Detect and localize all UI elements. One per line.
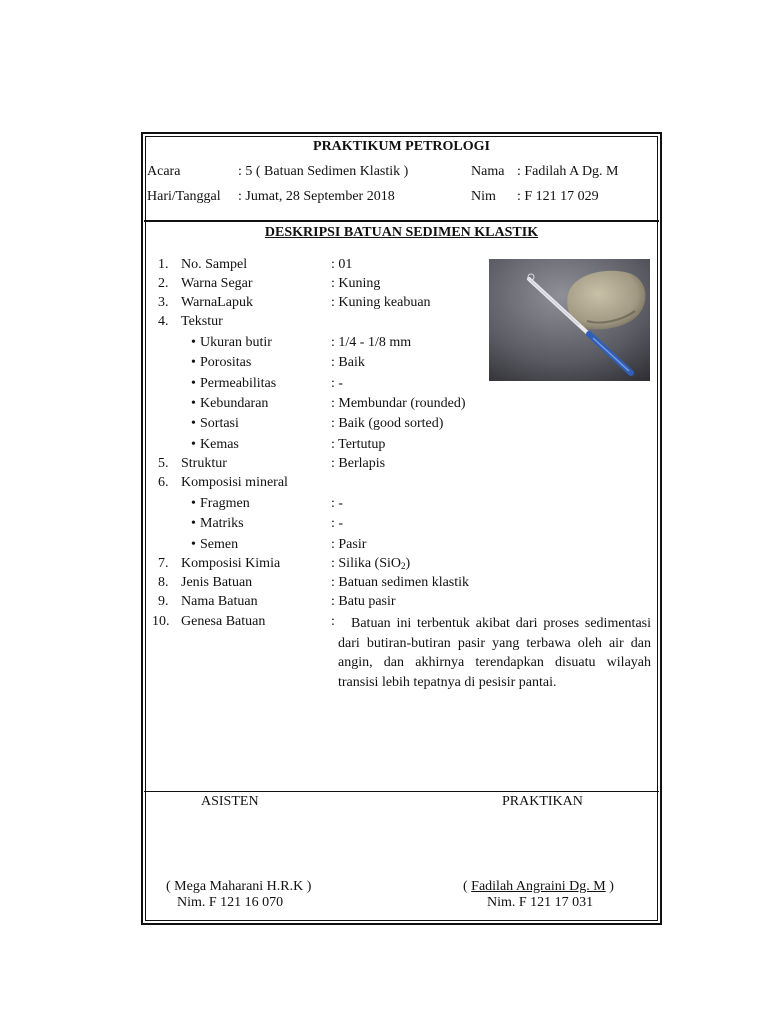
rock-sample-photo — [489, 259, 650, 381]
item-value — [331, 614, 335, 630]
item-value-text: : Berlapis — [331, 456, 386, 471]
bullet-icon: • — [191, 335, 196, 350]
item-number: 2. — [158, 276, 169, 291]
item-label: Jenis Batuan — [181, 575, 253, 590]
item-label: Sortasi — [200, 416, 239, 431]
item-number: 6. — [158, 475, 169, 490]
hari-label: Hari/Tanggal — [147, 189, 221, 204]
genesa-text: Batuan ini terbentuk akibat dari proses sedimentasi dari butiran-butiran pasir yang terbawa oleh air dan angin, dan akhirnya terendapkan disuatu wilayah transisi lebih tepatnya di pesisir pantai. — [338, 616, 651, 690]
item-value — [331, 437, 385, 453]
item-number: 10. — [152, 614, 170, 629]
item-value-text: : Baik (good sorted) — [331, 416, 444, 431]
item-number: 3. — [158, 295, 169, 310]
item-value-text: : Silika (SiO — [331, 556, 402, 571]
item-value-text: : - — [331, 496, 344, 511]
praktikan-nim: Nim. F 121 17 031 — [487, 895, 594, 910]
item-value — [331, 396, 466, 412]
item-label: Kemas — [200, 437, 239, 452]
acara-value: : 5 ( Batuan Sedimen Klastik ) — [238, 164, 409, 179]
item-label: Kebundaran — [200, 396, 269, 411]
bullet-icon: • — [191, 437, 196, 452]
item-label: Tekstur — [181, 314, 223, 329]
bullet-icon: • — [191, 376, 196, 391]
item-label: Matriks — [200, 516, 244, 531]
item-value — [331, 556, 410, 572]
acara-label: Acara — [147, 164, 181, 179]
bullet-icon: • — [191, 416, 196, 431]
item-value-text: : - — [331, 376, 344, 391]
item-value-text: : 1/4 - 1/8 mm — [331, 335, 412, 350]
item-label: Fragmen — [200, 496, 250, 511]
item-value — [331, 456, 385, 472]
form-title: PRAKTIKUM PETROLOGI — [313, 139, 490, 154]
item-label: Nama Batuan — [181, 594, 258, 609]
item-value-text: : Batu pasir — [331, 594, 396, 609]
item-label: Permeabilitas — [200, 376, 277, 391]
item-value-text: : - — [331, 516, 344, 531]
item-label: Komposisi mineral — [181, 475, 288, 490]
asisten-name: ( Mega Maharani H.R.K ) — [166, 879, 312, 894]
item-label: Ukuran butir — [200, 335, 272, 350]
item-label: Komposisi Kimia — [181, 556, 281, 571]
item-value — [331, 276, 380, 292]
bullet-icon: • — [191, 396, 196, 411]
praktikan-paren-open: ( — [463, 879, 472, 894]
item-value — [331, 575, 469, 591]
item-number: 5. — [158, 456, 169, 471]
item-label: WarnaLapuk — [181, 295, 253, 310]
item-value-text: : Membundar (rounded) — [331, 396, 466, 411]
praktikan-label: PRAKTIKAN — [502, 794, 583, 809]
praktikan-name-line — [463, 879, 614, 895]
item-label: Semen — [200, 537, 239, 552]
nim-label: Nim — [471, 189, 496, 204]
section-title: DESKRIPSI BATUAN SEDIMEN KLASTIK — [264, 225, 539, 240]
bullet-icon: • — [191, 537, 196, 552]
praktikan-paren-close: ) — [605, 879, 614, 894]
item-number: 9. — [158, 594, 169, 609]
item-value — [331, 594, 396, 610]
item-value — [331, 416, 443, 432]
signature-divider — [144, 791, 659, 792]
item-number: 4. — [158, 314, 169, 329]
bullet-icon: • — [191, 355, 196, 370]
item-value — [331, 257, 352, 273]
item-value — [331, 376, 343, 392]
hari-value: : Jumat, 28 September 2018 — [238, 189, 395, 204]
item-value — [331, 516, 343, 532]
nim-value: : F 121 17 029 — [517, 189, 599, 204]
item-value-text: : Kuning — [331, 276, 381, 291]
bullet-icon: • — [191, 516, 196, 531]
item-value-text: : Tertutup — [331, 437, 386, 452]
item-number: 8. — [158, 575, 169, 590]
item-value-text: : — [331, 614, 335, 629]
item-value-text: : Baik — [331, 355, 365, 370]
item-value-text: : Kuning keabuan — [331, 295, 431, 310]
item-value-text: : Batuan sedimen klastik — [331, 575, 470, 590]
item-number: 7. — [158, 556, 169, 571]
item-number: 1. — [158, 257, 169, 272]
item-label: No. Sampel — [181, 257, 248, 272]
item-label: Warna Segar — [181, 276, 253, 291]
asisten-label: ASISTEN — [201, 794, 259, 809]
item-label: Genesa Batuan — [181, 614, 266, 629]
bullet-icon: • — [191, 496, 196, 511]
item-value-subscript: 2 — [401, 561, 406, 571]
asisten-nim: Nim. F 121 16 070 — [177, 895, 284, 910]
item-value — [331, 496, 343, 512]
item-value — [331, 355, 365, 371]
item-value — [331, 295, 431, 311]
header-divider — [144, 220, 659, 222]
nama-label: Nama — [471, 164, 505, 179]
item-label: Porositas — [200, 355, 252, 370]
item-label: Struktur — [181, 456, 227, 471]
item-value-end: ) — [405, 556, 411, 571]
item-value — [331, 335, 411, 351]
item-value — [331, 537, 366, 553]
item-value-text: : Pasir — [331, 537, 367, 552]
item-value-text: : 01 — [331, 257, 353, 272]
praktikan-name: Fadilah Angraini Dg. M — [471, 879, 606, 894]
nama-value: : Fadilah A Dg. M — [517, 164, 619, 179]
